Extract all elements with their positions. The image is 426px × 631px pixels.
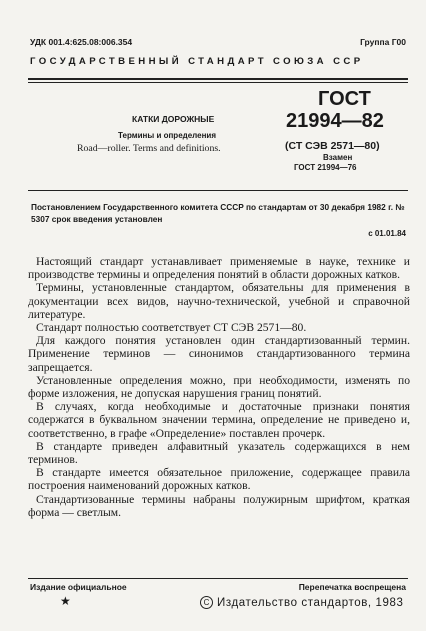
body-paragraph: Настоящий стандарт устанавливает применяемые в науке, технике и производстве термины и определения понятий в области дорожных катков. [28,255,410,282]
body-paragraph: Стандартизованные термины набраны полужирным шрифтом, краткая форма — светлым. [28,492,410,519]
document-name: КАТКИ ДОРОЖНЫЕ [132,114,215,124]
header-rule-thin [28,82,408,83]
body-paragraph: Установленные определения можно, при необходимости, изменять по форме изложения, не допуская нарушения границ понятий. [28,373,410,401]
star-icon: ★ [60,594,71,608]
body-paragraph: В случаях, когда необходимые и достаточные признаки понятия содержатся в буквальном значении термина, определение не приведено и, соответственно, в графе «Определение» поставлен прочерк. [28,400,410,440]
footer-rule [28,578,408,579]
copyright-text: Издательство стандартов, 1983 [217,597,404,609]
replaces-label: Взамен [323,153,353,162]
body-paragraph: В стандарте приведен алфавитный указатель содержащихся в нем терминов. [28,439,410,467]
standard-title: ГОСУДАРСТВЕННЫЙ СТАНДАРТ СОЮЗА ССР [30,56,364,67]
udk-code: УДК 001.4:625.08:006.354 [30,37,133,47]
gost-number: 21994—82 [286,110,384,132]
header-rule [28,78,408,80]
effective-date: с 01.01.84 [368,229,406,238]
edition-label: Издание официальное [30,582,127,592]
replaced-gost: ГОСТ 21994—76 [294,163,357,172]
body-paragraph: Стандарт полностью соответствует СТ СЭВ 2571—80. [36,321,307,335]
body-paragraph: Термины, установленные стандартом, обязательны для применения в документации всех видов, научно-технической, учебной и справочной литературе. [28,281,410,321]
document-subtitle: Термины и определения [118,131,217,140]
body-paragraph: В стандарте имеется обязательное приложение, содержащее правила построения наименований дорожных катков. [28,466,410,493]
reprint-notice: Перепечатка воспрещена [298,582,406,592]
copyright-icon: C [200,596,213,609]
copyright-line [200,596,403,609]
section-rule [28,190,408,191]
body-paragraph: Для каждого понятия установлен один стандартизованный термин. Применение терминов — синонимов стандартизованного термина запрещается. [28,334,410,374]
group-code: Группа Г00 [360,37,406,47]
document-name-english: Road—roller. Terms and definitions. [77,143,221,154]
st-sev-reference: (СТ СЭВ 2571—80) [285,140,380,152]
decree-text: Постановлением Государственного комитета СССР по стандартам от 30 декабря 1982 г. № 5307 срок введения установлен [31,202,405,224]
document-body [28,255,410,519]
gost-label: ГОСТ [318,88,371,110]
